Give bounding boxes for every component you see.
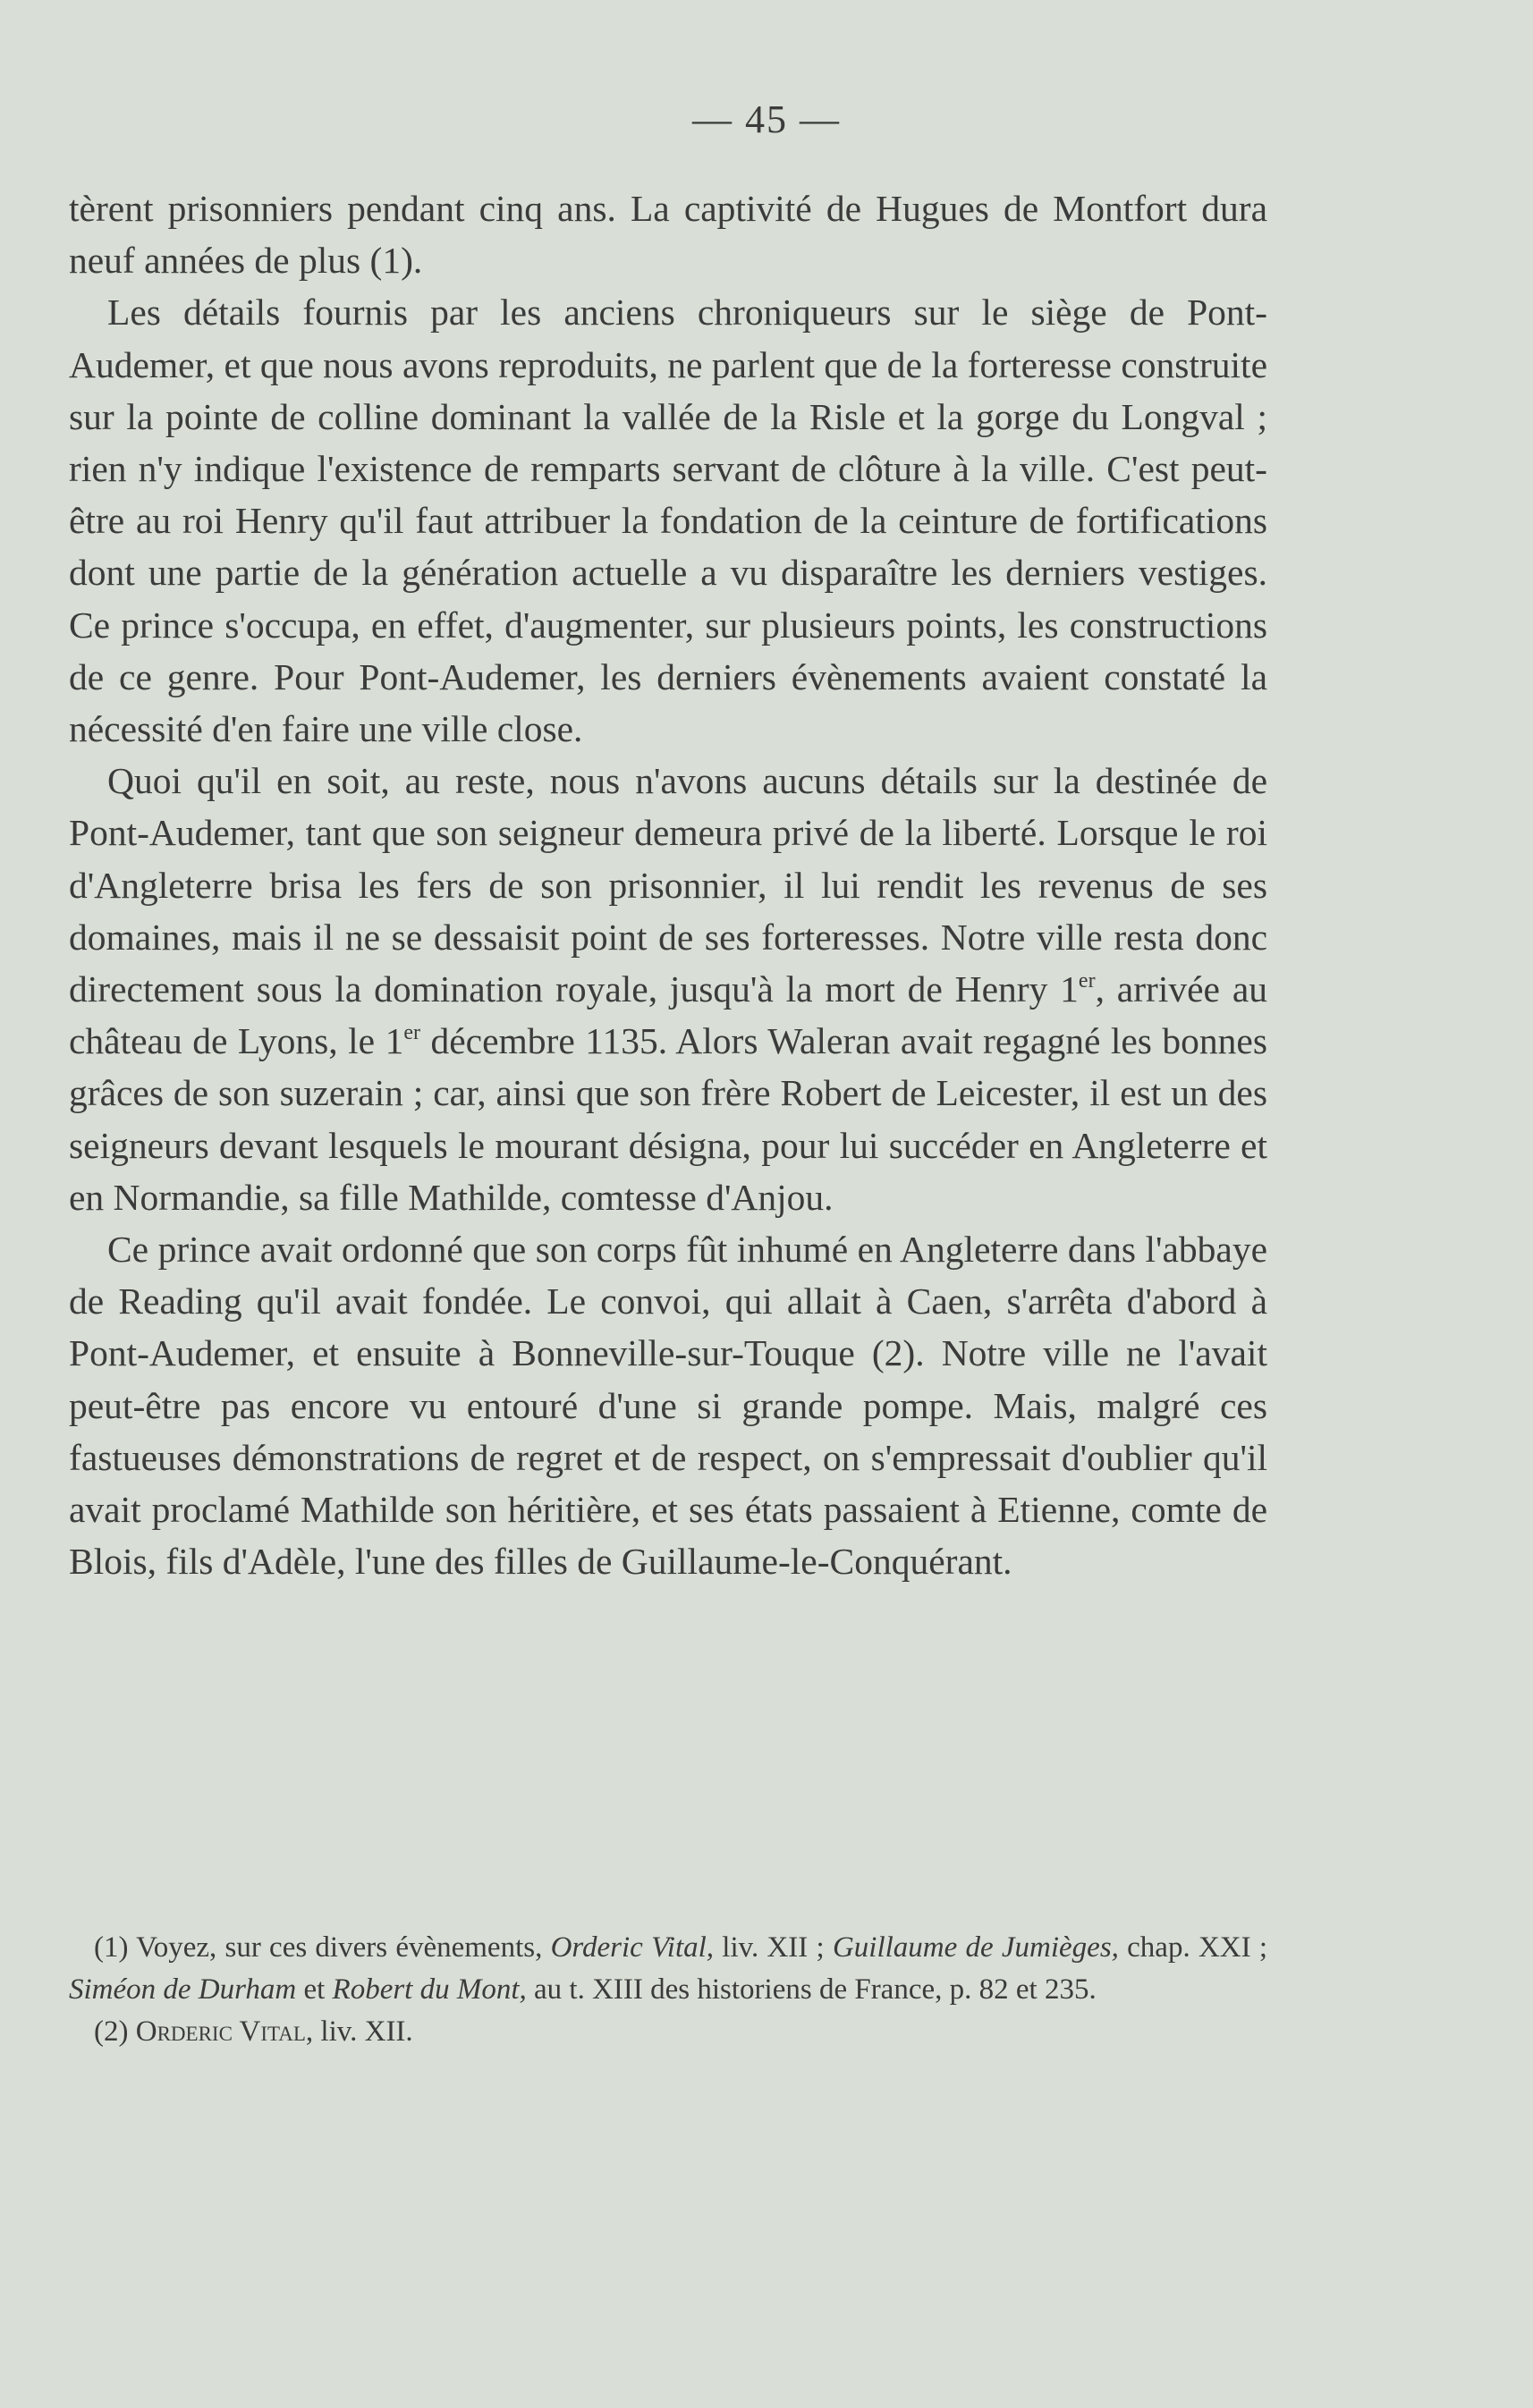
footnote-1-source: Robert du Mont, <box>332 1973 527 2006</box>
footnote-1-source: Siméon de Durham <box>69 1973 297 2006</box>
footnote-1-text: chap. XXI ; <box>1118 1931 1268 1964</box>
paragraph-liberty-part-1: Quoi qu'il en soit, au reste, nous n'avons aucuns détails sur la destinée de Pont-Audemer, tant que son seigneur demeura privé de la liberté. Lorsque le roi d'Angleterre brisa les fers de son prisonnier, il lui rendit les revenus de ses domaines, mais il ne se dessaisit point de ses forteresses. Notre ville resta donc directement sous la domination royale, jusqu'à la mort de Henry 1 <box>69 760 1267 1010</box>
footnote-1-text: au t. XIII des historiens de France, p. 82 et 235. <box>526 1973 1097 2006</box>
paragraph-liberty-part-3: décembre 1135. Alors Waleran avait regagné les bonnes grâces de son suzerain ; car, ainsi que son frère Robert de Leicester, il est un des seigneurs devant lesquels le mourant désigna, pour lui succéder en Angleterre et en Normandie, sa fille Mathilde, comtesse d'Anjou. <box>69 1020 1267 1218</box>
paragraph-continued: tèrent prisonniers pendant cinq ans. La captivité de Hugues de Montfort dura neuf années de plus (1). <box>69 188 1267 282</box>
paragraph-liberty-part-2: , arrivée au château de Lyons, le 1 <box>69 968 1267 1062</box>
footnote-1-text: et <box>296 1973 333 2006</box>
footnote-2-text: liv. XII. <box>313 2015 413 2048</box>
footnote-1-text: (1) Voyez, sur ces divers évènements, <box>94 1931 551 1964</box>
footnote-2-text: (2) <box>94 2015 136 2048</box>
paragraph-funeral: Ce prince avait ordonné que son corps fût inhumé en Angleterre dans l'abbaye de Reading qu'il avait fondée. Le convoi, qui allait à Caen, s'arrêta d'abord à Pont-Audemer, et ensuite à Bonneville-sur-Touque (2). Notre ville ne l'avait peut-être pas encore vu entouré d'une si grande pompe. Mais, malgré ces fastueuses démonstrations de regret et de respect, on s'empressait d'oublier qu'il avait proclamé Mathilde son héritière, et ses états passaient à Etienne, comte de Blois, fils d'Adèle, l'une des filles de Guillaume-le-Conquérant. <box>69 1229 1267 1583</box>
footnote-2 <box>69 2011 1267 2053</box>
footnote-1-text: liv. XII ; <box>714 1931 833 1964</box>
paragraph-fortifications: Les détails fournis par les anciens chroniqueurs sur le siège de Pont-Audemer, et que nous avons reproduits, ne parlent que de la forteresse construite sur la pointe de colline dominant la vallée de la Risle et la gorge du Longval ; rien n'y indique l'existence de remparts servant de clôture à la ville. C'est peut-être au roi Henry qu'il faut attribuer la fondation de la ceinture de fortifications dont une partie de la génération actuelle a vu disparaître les derniers vestiges. Ce prince s'occupa, en effet, d'augmenter, sur plusieurs points, les constructions de ce genre. Pour Pont-Audemer, les derniers évènements avaient constaté la nécessité d'en faire une ville close. <box>69 291 1267 750</box>
paragraph-liberty <box>69 755 1267 1223</box>
footnote-1-source: Guillaume de Jumièges, <box>832 1931 1119 1964</box>
footnote-1-source: Orderic Vital, <box>550 1931 715 1964</box>
footnote-1 <box>69 1927 1267 2011</box>
ordinal-superscript: er <box>1078 969 1096 993</box>
ordinal-superscript: er <box>403 1021 420 1045</box>
footnotes <box>69 1927 1267 2053</box>
page-number: — 45 — <box>692 97 841 141</box>
body-text <box>69 182 1267 1587</box>
footnote-2-source: Orderic Vital, <box>135 2015 314 2048</box>
